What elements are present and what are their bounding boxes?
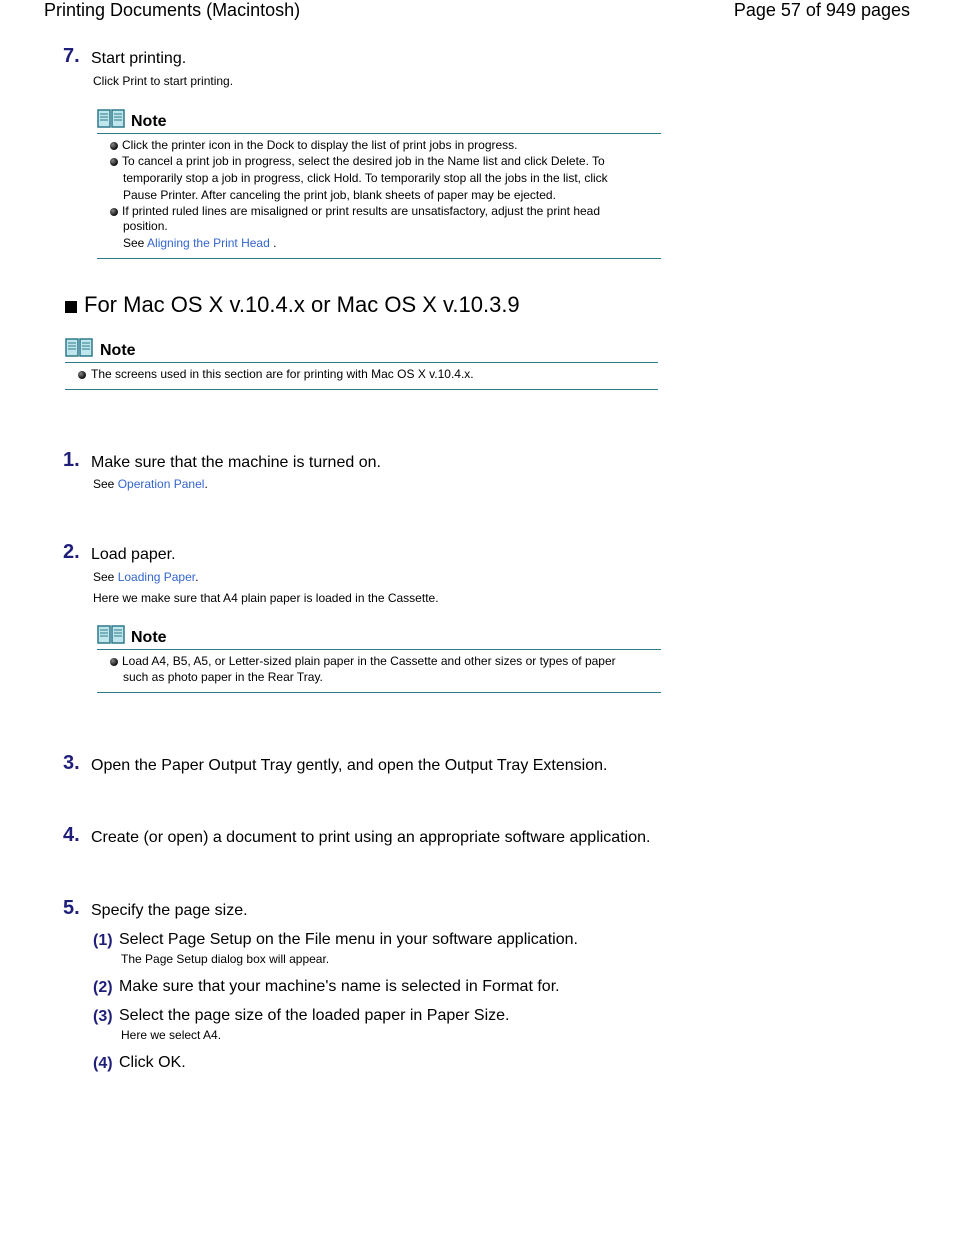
note-label: Note: [131, 113, 167, 130]
step-number: 7.: [63, 45, 80, 67]
note-item-continued: position.: [123, 219, 168, 233]
substep-text: Click OK.: [119, 1054, 186, 1071]
note-item: To cancel a print job in progress, select the desired job in the Name list and click Delete. To: [122, 154, 605, 168]
see-line: [123, 235, 276, 252]
note-book-icon: [97, 624, 125, 651]
bullet-icon: [110, 658, 118, 666]
note-divider: [97, 692, 661, 693]
bullet-icon: [110, 208, 118, 216]
see-suffix: .: [204, 477, 208, 491]
step-description: Here we make sure that A4 plain paper is loaded in the Cassette.: [93, 591, 439, 605]
substep-number: (4): [93, 1055, 113, 1072]
document-title: Printing Documents (Macintosh): [44, 0, 301, 20]
see-line: [93, 477, 208, 491]
step-title: Start printing.: [91, 50, 187, 67]
substep-number: (3): [93, 1008, 113, 1025]
step-title: Open the Paper Output Tray gently, and open the Output Tray Extension.: [91, 757, 608, 774]
note-item: Load A4, B5, A5, or Letter-sized plain paper in the Cassette and other sizes or types of paper: [122, 654, 616, 668]
page-indicator: Page 57 of 949 pages: [733, 0, 910, 20]
bullet-icon: [110, 158, 118, 166]
note-book-icon: [65, 337, 93, 364]
note-item-continued: Pause Printer. After canceling the print job, blank sheets of paper may be ejected.: [123, 188, 556, 202]
step-title: Specify the page size.: [91, 902, 248, 919]
note-divider: [65, 362, 658, 363]
see-suffix: .: [273, 236, 277, 250]
step-title: Load paper.: [91, 546, 176, 563]
note-label: Note: [100, 342, 136, 359]
step-title: Create (or open) a document to print using an appropriate software application.: [91, 829, 651, 846]
note-item: The screens used in this section are for printing with Mac OS X v.10.4.x.: [91, 367, 474, 381]
see-suffix: .: [195, 570, 199, 584]
note-label: Note: [131, 629, 167, 646]
note-book-icon: [97, 108, 125, 135]
note-divider: [97, 258, 661, 259]
note-item-continued: such as photo paper in the Rear Tray.: [123, 670, 323, 684]
substep-text: Make sure that your machine's name is selected in Format for.: [119, 978, 560, 995]
bullet-icon: [78, 371, 86, 379]
note-divider: [65, 389, 658, 390]
see-prefix: See: [123, 236, 145, 250]
substep-text: Select the page size of the loaded paper in Paper Size.: [119, 1007, 510, 1024]
note-item: If printed ruled lines are misaligned or print results are unsatisfactory, adjust the print head: [122, 204, 601, 218]
substep-detail: Here we select A4.: [121, 1028, 222, 1042]
step-number: 2.: [63, 541, 80, 563]
aligning-print-head-link[interactable]: Aligning the Print Head: [147, 236, 270, 250]
see-prefix: See: [93, 477, 115, 491]
step-number: 1.: [63, 449, 80, 471]
see-line: [93, 570, 198, 584]
step-number: 4.: [63, 824, 80, 846]
note-divider: [97, 133, 661, 134]
step-title: Make sure that the machine is turned on.: [91, 454, 381, 471]
substep-detail: The Page Setup dialog box will appear.: [121, 952, 330, 966]
bullet-icon: [110, 142, 118, 150]
section-title: For Mac OS X v.10.4.x or Mac OS X v.10.3.9: [84, 292, 520, 317]
step-number: 5.: [63, 897, 80, 919]
note-item: Click the printer icon in the Dock to display the list of print jobs in progress.: [122, 138, 518, 152]
note-divider: [97, 649, 661, 650]
section-square-icon: [65, 301, 77, 313]
step-number: 3.: [63, 752, 80, 774]
substep-number: (2): [93, 979, 113, 996]
step-description: Click Print to start printing.: [93, 74, 234, 88]
operation-panel-link[interactable]: Operation Panel: [117, 477, 205, 491]
note-item-continued: temporarily stop a job in progress, click Hold. To temporarily stop all the jobs in the list, click: [123, 171, 608, 185]
substep-text: Select Page Setup on the File menu in your software application.: [119, 931, 578, 948]
see-prefix: See: [93, 570, 115, 584]
loading-paper-link[interactable]: Loading Paper: [117, 570, 196, 584]
substep-number: (1): [93, 932, 113, 949]
